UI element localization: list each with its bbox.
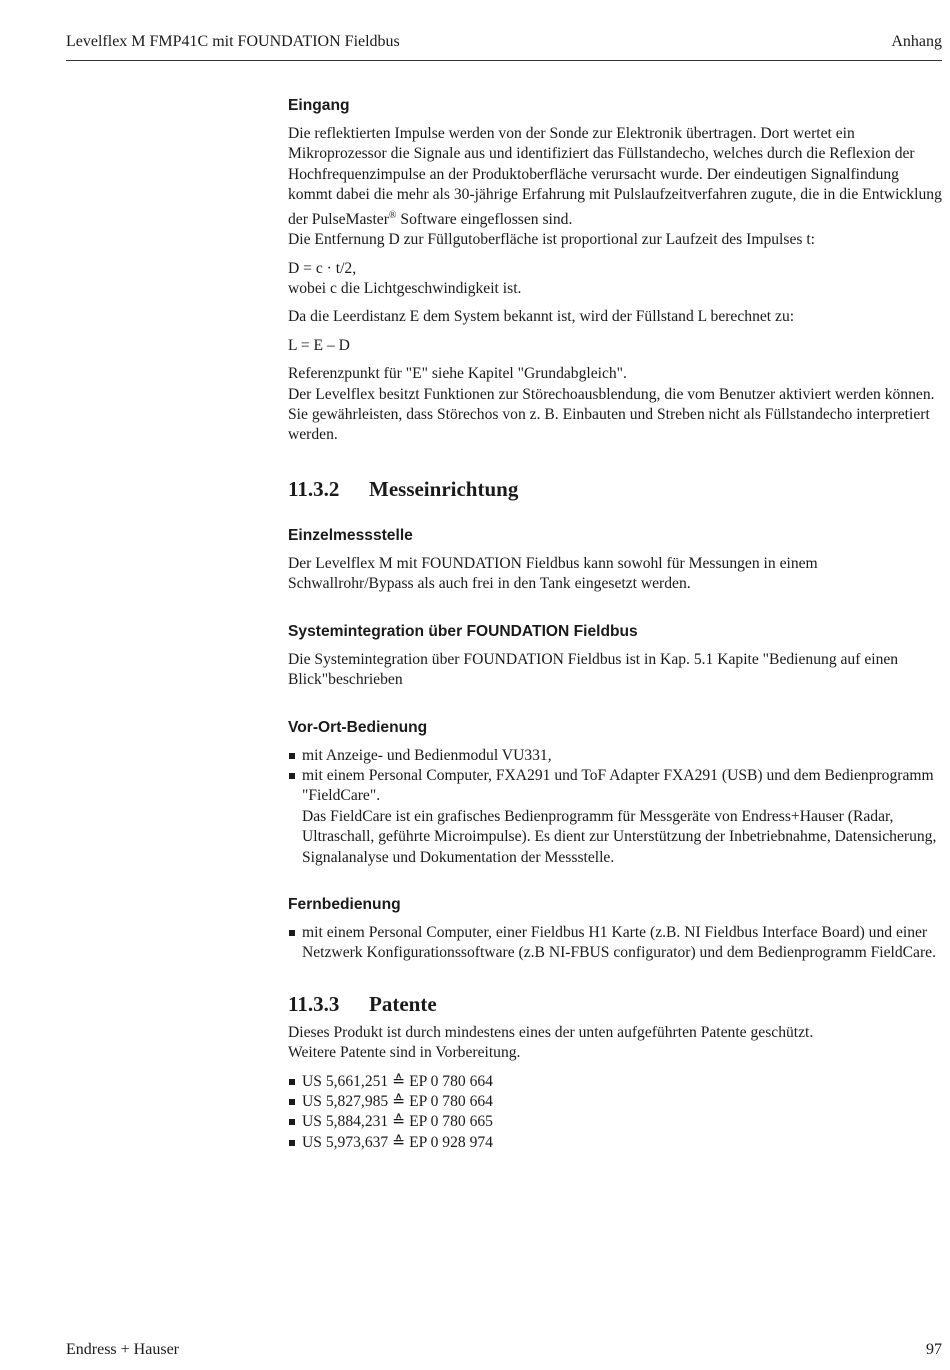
section-heading-11-3-2 <box>288 476 944 502</box>
paragraph-eingang-1 <box>288 124 944 230</box>
heading-einzelmessstelle: Einzelmessstelle <box>288 526 413 544</box>
header-document-title: Levelflex M FMP41C mit FOUNDATION Fieldbus <box>66 33 400 50</box>
paragraph-eingang-1-text: Die reflektierten Impulse werden von der Sonde zur Elektronik übertragen. Dort wertet ein Mikroprozessor die Signale aus und identifiziert das Füllstandecho, welches durch die Reflexion der Hochfrequenzimpulse an der Produktoberfläche verursacht wurde. Der eindeutigen Signalfindung kommt dabei die mehr als 30-jährige Erfahrung mit Pulslaufzeitverfahren zugute, die in die Entwicklung der PulseMaster <box>288 125 942 228</box>
list-item: US 5,884,231 ≙ EP 0 780 665 <box>288 1112 944 1132</box>
section-number: 11.3.2 <box>288 476 340 501</box>
list-item: US 5,661,251 ≙ EP 0 780 664 <box>288 1072 944 1092</box>
paragraph-eingang-4: Referenzpunkt für "E" siehe Kapitel "Grundabgleich". <box>288 365 627 383</box>
header-chapter: Anhang <box>891 33 942 50</box>
paragraph-eingang-1-end: Software eingeflossen sind. <box>396 210 573 228</box>
section-heading-11-3-3 <box>288 991 944 1017</box>
paragraph-eingang-2: Die Entfernung D zur Füllgutoberfläche ist proportional zur Laufzeit des Impulses t: <box>288 231 816 249</box>
paragraph-patente-1: Dieses Produkt ist durch mindestens eines der unten aufgeführten Patente geschützt. <box>288 1023 814 1041</box>
formula-level: L = E – D <box>288 336 350 354</box>
list-item: mit einem Personal Computer, FXA291 und ToF Adapter FXA291 (USB) und dem Bedienprogramm "FieldCare". Das FieldCare ist ein grafisches Bedienprogramm für Messgeräte von Endress+Hauser (Radar, Ultraschall, geführte Microimpulse). Es dient zur Unterstützung der Inbetriebnahme, Datensicherung, Signalanalyse und Dokumentation der Messstelle. <box>288 766 944 868</box>
paragraph-einzelmessstelle: Der Levelflex M mit FOUNDATION Fieldbus kann sowohl für Messungen in einem Schwallrohr/Bypass als auch frei in den Tank eingesetzt werden. <box>288 554 818 593</box>
list-vor-ort-bedienung <box>288 746 944 868</box>
section-number: 11.3.3 <box>288 991 340 1016</box>
paragraph-patente-2: Weitere Patente sind in Vorbereitung. <box>288 1044 521 1062</box>
section-title: Messeinrichtung <box>369 476 519 501</box>
footer-company: Endress + Hauser <box>66 1341 179 1358</box>
heading-eingang: Eingang <box>288 97 350 114</box>
heading-fernbedienung: Fernbedienung <box>288 895 401 913</box>
paragraph-eingang-3: Da die Leerdistanz E dem System bekannt ist, wird der Füllstand L berechnet zu: <box>288 308 795 326</box>
list-patents <box>288 1072 944 1154</box>
formula-distance-note: wobei c die Lichtgeschwindigkeit ist. <box>288 280 522 298</box>
list-item: US 5,827,985 ≙ EP 0 780 664 <box>288 1092 944 1112</box>
list-item: US 5,973,637 ≙ EP 0 928 974 <box>288 1133 944 1153</box>
heading-vor-ort-bedienung: Vor-Ort-Bedienung <box>288 718 428 736</box>
formula-distance: D = c · t/2, <box>288 259 357 277</box>
page-content <box>288 96 944 1153</box>
heading-systemintegration: Systemintegration über FOUNDATION Fieldbus <box>288 622 638 640</box>
page-header <box>66 30 942 61</box>
paragraph-eingang-5: Der Levelflex besitzt Funktionen zur Störechoausblendung, die vom Benutzer aktiviert werden können. Sie gewährleisten, dass Störechos von z. B. Einbauten und Streben nicht als Füllstandecho interpretiert werden. <box>288 385 935 444</box>
section-title: Patente <box>369 991 437 1016</box>
list-item: mit Anzeige- und Bedienmodul VU331, <box>288 746 944 766</box>
paragraph-systemintegration: Die Systemintegration über FOUNDATION Fieldbus ist in Kap. 5.1 Kapite "Bedienung auf einen Blick"beschrieben <box>288 650 899 689</box>
list-item-note: Das FieldCare ist ein grafisches Bedienprogramm für Messgeräte von Endress+Hauser (Radar, Ultraschall, geführte Microimpulse). Es dient zur Unterstützung der Inbetriebnahme, Datensicherung, Signalanalyse und Dokumentation der Messstelle. <box>302 807 937 866</box>
list-item: mit einem Personal Computer, einer Fieldbus H1 Karte (z.B. NI Fieldbus Interface Board) und einer Netzwerk Konfigurationssoftware (z.B NI-FBUS configurator) und dem Bedienprogramm FieldCare. <box>288 923 944 964</box>
page-number: 97 <box>926 1341 942 1358</box>
list-fernbedienung <box>288 923 944 964</box>
registered-mark: ® <box>388 209 397 221</box>
